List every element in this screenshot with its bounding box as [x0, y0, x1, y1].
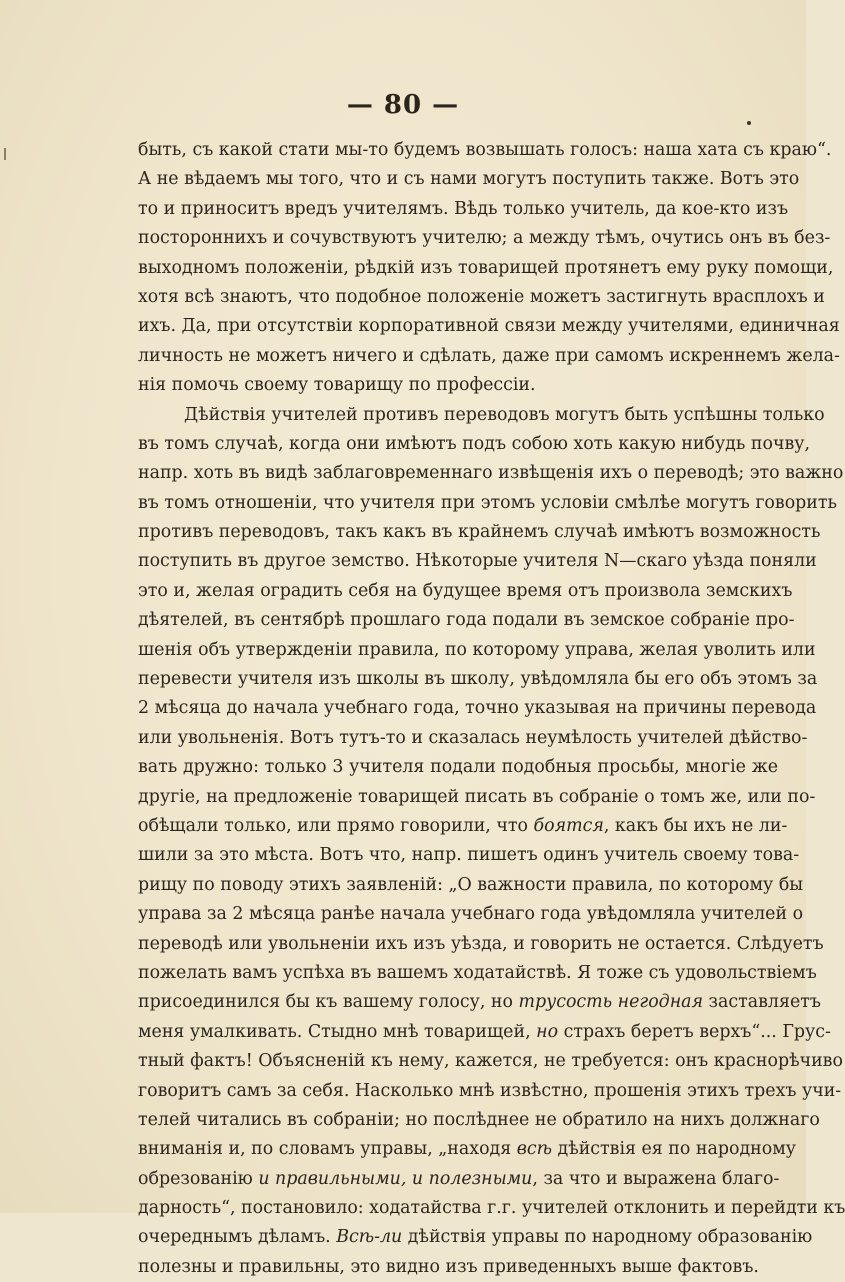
text-line [138, 724, 808, 753]
text-segment: 2 мѣсяца до начала учебнаго года, точно указывая на причины перевода [138, 698, 817, 719]
italic-emphasis: боятся [533, 815, 604, 836]
text-segment: тный фактъ! Объясненій къ нему, кажется, не требуется: онъ краснорѣчиво [138, 1051, 843, 1072]
italic-emphasis: и правильными, и полезными [258, 1168, 533, 1189]
text-segment: говоритъ самъ за себя. Насколько мнѣ извѣстно, прошенія этихъ трехъ учи- [138, 1080, 842, 1101]
text-segment: ихъ. Да, при отсутствіи корпоративной связи между учителями, единичная [138, 316, 840, 337]
text-line [138, 283, 825, 312]
text-line [138, 254, 834, 283]
text-segment: пожелать вамъ успѣха въ вашемъ ходатайствѣ. Я тоже съ удовольствіемъ [138, 962, 817, 983]
text-line [138, 988, 821, 1017]
text-segment: нія помочь своему товарищу по профессіи. [138, 375, 536, 396]
text-segment: вниманія и, по словамъ управы, „находя [138, 1139, 517, 1160]
text-segment: въ томъ отношеніи, что учителя при этомъ условіи смѣлѣе могутъ говорить [138, 492, 837, 513]
text-segment: противъ переводовъ, такъ какъ въ крайнемъ случаѣ имѣютъ возможность [138, 522, 821, 543]
text-line [138, 430, 810, 459]
text-segment: , за что и выражена благо- [532, 1168, 780, 1189]
text-line [138, 1135, 796, 1164]
text-segment: дѣятелей, въ сентябрѣ прошлаго года подали въ земское собраніе про- [138, 610, 795, 631]
text-line [138, 547, 817, 576]
text-line [138, 1077, 842, 1106]
text-segment: перевести учителя изъ школы въ школу, увѣдомляла бы его объ этомъ за [138, 669, 818, 690]
text-segment: дарность“, постановило: ходатайства г.г. учителей отклонить и перейдти къ [138, 1198, 845, 1219]
text-segment: обѣщали только, или прямо говорили, что [138, 815, 534, 836]
text-segment: хотя всѣ знаютъ, что подобное положеніе можетъ застигнуть врасплохъ и [138, 286, 825, 307]
text-line [138, 489, 837, 518]
text-segment: личность не можетъ ничего и сдѣлать, даже при самомъ искреннемъ жела- [138, 345, 840, 366]
text-segment: дѣйствія управы по народному образованію [402, 1227, 813, 1248]
text-segment: выходномъ положеніи, рѣдкій изъ товарищей протянетъ ему руку помощи, [138, 257, 834, 278]
text-line [138, 518, 821, 547]
text-segment: другіе, на предложеніе товарищей писать въ собраніе о томъ же, или по- [138, 786, 816, 807]
text-segment: меня умалкивать. Стыдно мнѣ товарищей, [138, 1021, 537, 1042]
text-segment: Дѣйствія учителей противъ переводовъ могутъ быть успѣшны только [184, 404, 825, 425]
margin-mark [4, 148, 6, 160]
text-line [138, 871, 804, 900]
text-line [138, 577, 793, 606]
text-line [138, 401, 825, 430]
text-line [138, 606, 795, 635]
text-segment: обрезованію [138, 1168, 259, 1189]
text-segment: страхъ беретъ верхъ“... Грус- [558, 1021, 831, 1042]
page-number: — 80 — [346, 90, 460, 120]
text-line [138, 665, 818, 694]
text-segment: постороннихъ и сочувствуютъ учителю; а между тѣмъ, очутись онъ въ без- [138, 228, 831, 249]
italic-emphasis: Всѣ-ли [336, 1227, 403, 1248]
text-segment: шенія объ утвержденіи правила, по которому управа, желая уволить или [138, 639, 816, 660]
text-segment: это и, желая оградить себя на будущее время отъ произвола земскихъ [138, 580, 793, 601]
body-text [138, 136, 845, 1282]
text-line [138, 224, 831, 253]
text-line [138, 1047, 843, 1076]
italic-emphasis: всѣ [516, 1139, 552, 1160]
italic-emphasis: но [536, 1021, 559, 1042]
text-line [138, 371, 778, 400]
text-line [138, 812, 788, 841]
text-segment: заставляетъ [703, 992, 821, 1013]
text-segment: переводѣ или увольненіи ихъ изъ уѣзда, и говорить не остается. Слѣдуетъ [138, 933, 824, 954]
text-segment: поступить въ другое земство. Нѣкоторые учителя N—скаго уѣзда поняли [138, 551, 817, 572]
text-segment: дѣйствія ея по народному [551, 1139, 796, 1160]
text-line [138, 1165, 778, 1194]
text-segment: , какъ бы ихъ не ли- [603, 815, 788, 836]
text-segment: шили за это мѣста. Вотъ что, напр. пишетъ одинъ учитель своему това- [138, 845, 800, 866]
text-segment: полезны и правильны, это видно изъ приведенныхъ выше фактовъ. [138, 1256, 759, 1277]
text-segment: очереднымъ дѣламъ. [138, 1227, 337, 1248]
ink-dot [747, 121, 751, 125]
text-line [138, 195, 789, 224]
text-segment: рищу по поводу этихъ заявленій: „О важности правила, по которому бы [138, 874, 804, 895]
text-line [138, 694, 817, 723]
text-segment: вать дружно: только 3 учителя подали подобныя просьбы, многіе же [138, 757, 778, 778]
text-line [138, 753, 778, 782]
text-segment: быть, съ какой стати мы-то будемъ возвышать голосъ: наша хата съ краю“. [138, 140, 832, 160]
text-line [138, 1194, 845, 1223]
italic-emphasis: трусость негодная [518, 992, 704, 1013]
text-segment: въ томъ случаѣ, когда они имѣютъ подъ собою хоть какую нибудь почву, [138, 433, 810, 454]
text-line [138, 1106, 820, 1135]
text-segment: то и приноситъ вредъ учителямъ. Вѣдь только учитель, да кое-кто изъ [138, 198, 789, 219]
text-segment: напр. хоть въ видѣ заблаговременнаго извѣщенія ихъ о переводѣ; это важно [138, 463, 844, 484]
text-line [138, 636, 816, 665]
text-line [138, 900, 804, 929]
text-segment: телей читались въ собраніи; но послѣднее не обратило на нихъ должнаго [138, 1109, 820, 1130]
text-segment: присоединился бы къ вашему голосу, но [138, 992, 519, 1013]
text-line [138, 136, 832, 165]
text-line [138, 930, 824, 959]
text-line [138, 342, 840, 371]
text-segment: или увольненія. Вотъ тутъ-то и сказалась неумѣлость учителей дѣйство- [138, 727, 808, 748]
text-line [138, 841, 800, 870]
text-line [138, 1223, 813, 1252]
text-line [138, 1253, 778, 1282]
text-line [138, 165, 800, 194]
text-segment: управа за 2 мѣсяца ранѣе начала учебнаго года увѣдомляла учителей о [138, 904, 804, 925]
text-line [138, 783, 816, 812]
text-line [138, 959, 817, 988]
text-line [138, 312, 840, 341]
text-line [138, 1018, 831, 1047]
text-line [138, 459, 844, 488]
text-segment: А не вѣдаемъ мы того, что и съ нами могутъ поступить также. Вотъ это [138, 169, 800, 190]
